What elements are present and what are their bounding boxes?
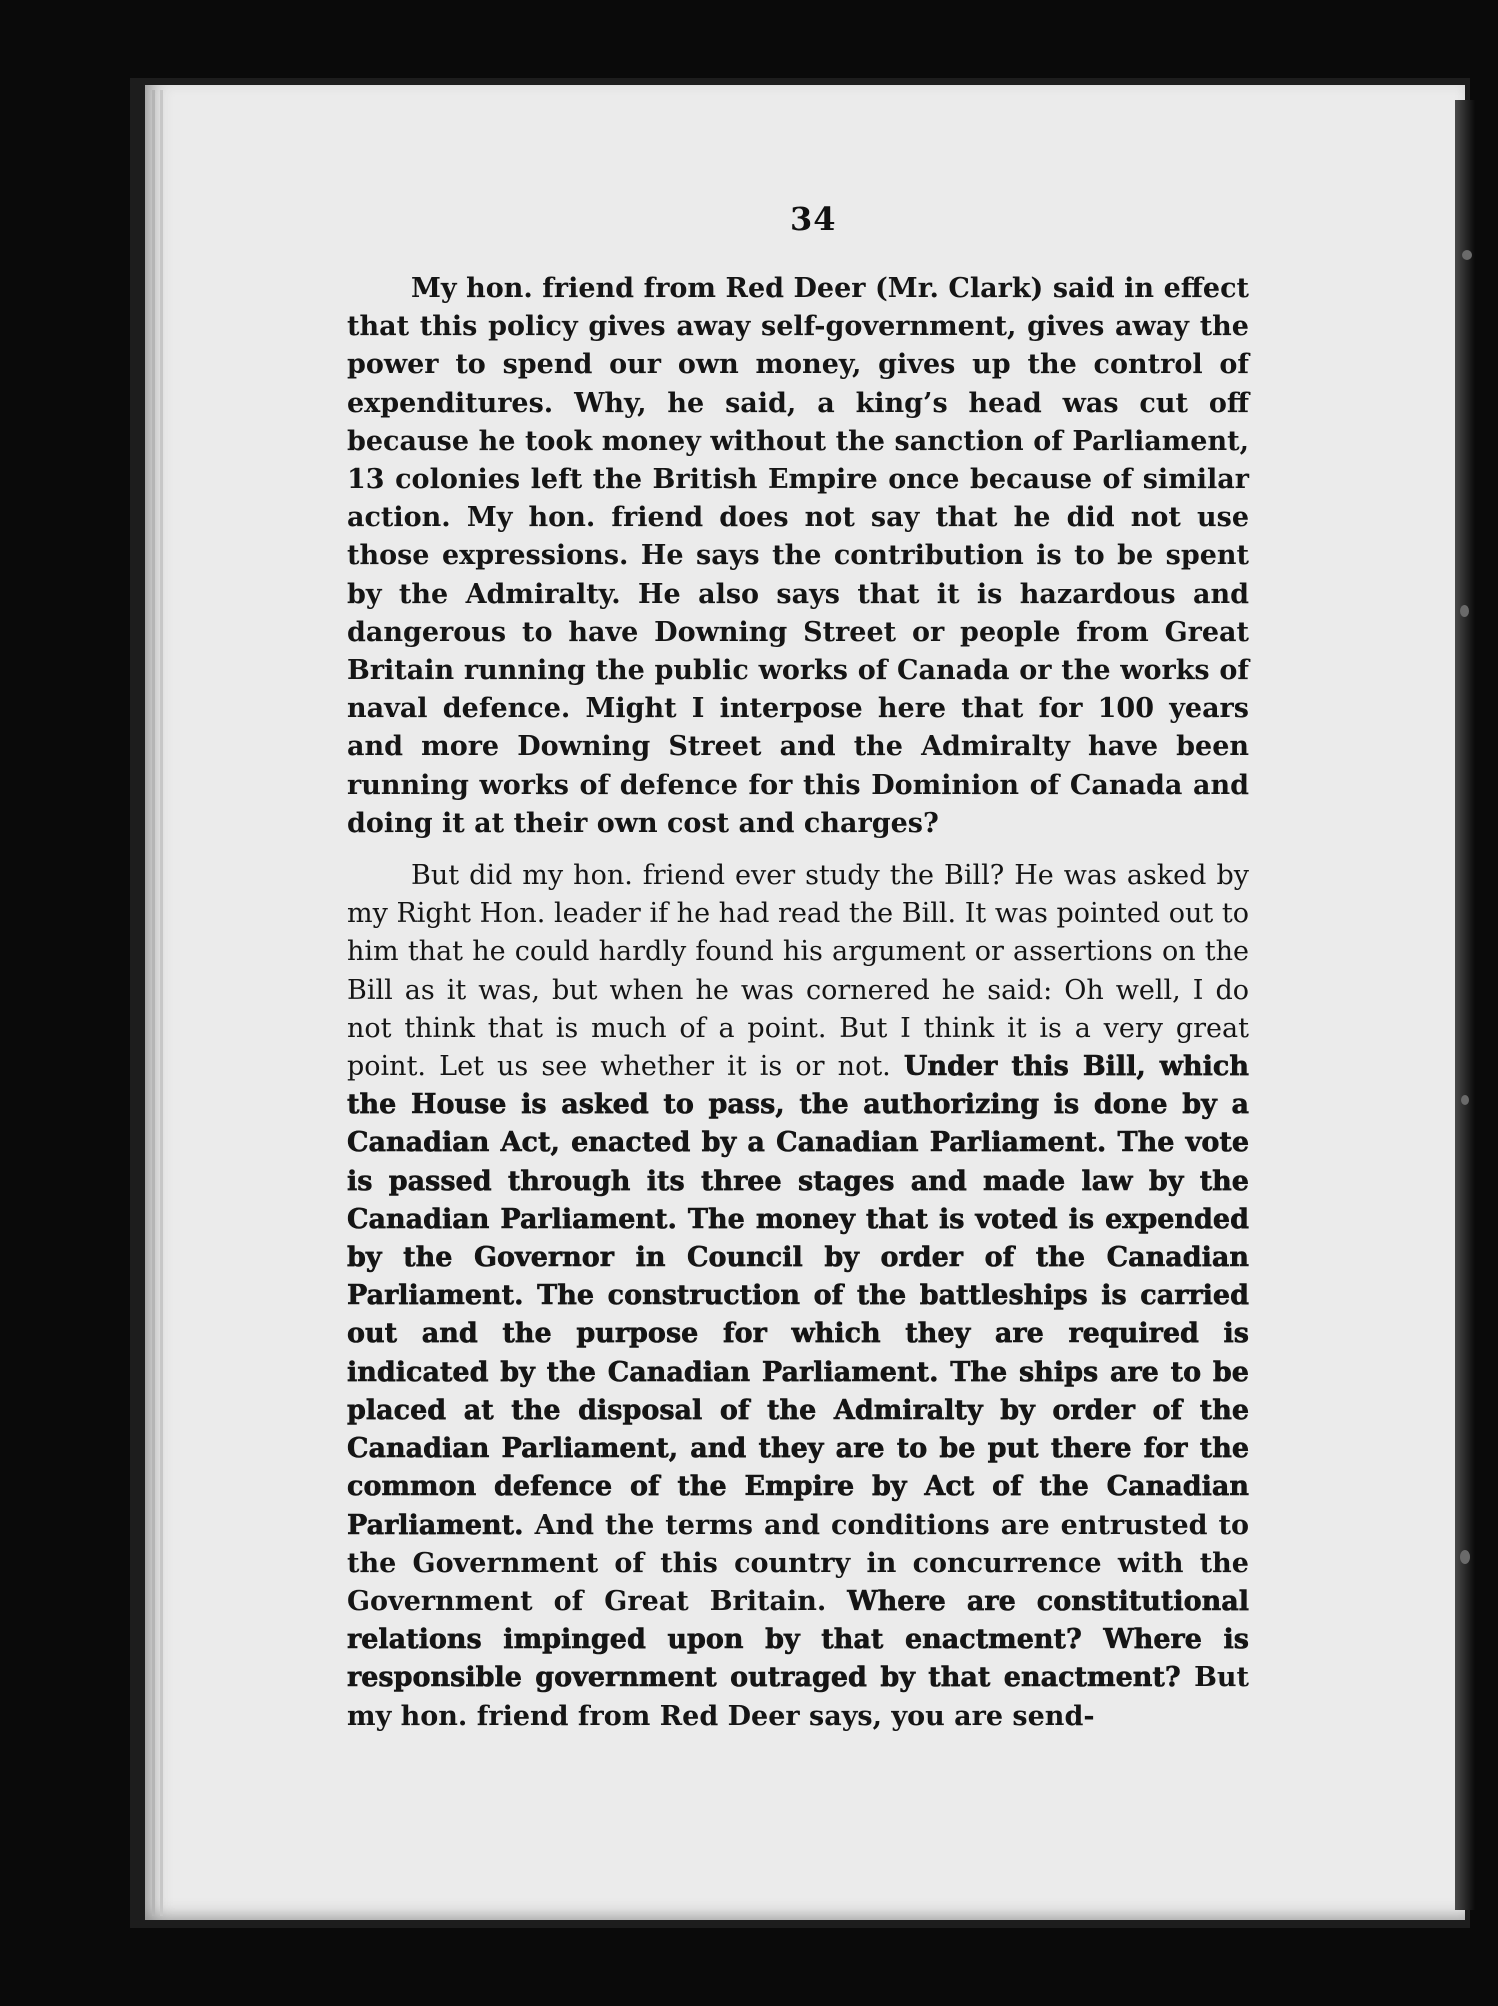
scan-speck: [1461, 1095, 1469, 1105]
paragraph-text-emphasis: Under this Bill, which the House is asked to pass, the authorizing is done by a Canadian Act, enacted by a Canadian Parliament. The vote is passed through its three stages and made law by the Canadian Parliament. The money that is voted is expended by the Governor in Council by order of the Canadian Parliament. The construction of the battleships is carried out and the purpose for which they are required is indicated by the Canadian Parliament. The ships are to be placed at the disposal of the Admiralty by order of the Canadian Parliament, and they are to be put there for the common defence of the Empire by Act of the Canadian Parliament.: [347, 1051, 1249, 1541]
scan-speck: [1460, 605, 1469, 617]
scan-speck: [1462, 250, 1472, 260]
body-text: [347, 270, 1249, 1736]
paragraph-text: And the terms and conditions are entrusted to the Government of this country in concurrence with the Government of Great Britain.: [347, 1509, 1249, 1617]
page-edge-line: [152, 90, 155, 1916]
paragraph-text-emphasis: Where are constitutional relations impinged upon by that enactment? Where is responsible government outraged by that enactment?: [347, 1585, 1249, 1694]
paragraph-text: My hon. friend from Red Deer (Mr. Clark) said in effect that this policy gives away self-government, gives away the power to spend our own money, gives up the control of expenditures. Why, he said, a king’s head was cut off because he took money without the sanction of Parliament, 13 colonies left the British Empire once because of similar action. My hon. friend does not say that he did not use those expressions. He says the contribution is to be spent by the Admiralty. He also says that it is hazardous and dangerous to have Downing Street or people from Great Britain running the public works of Canada or the works of naval defence. Might I interpose here that for 100 years and more Downing Street and the Admiralty have been running works of defence for this Dominion of Canada and doing it at their own cost and charges?: [347, 273, 1249, 839]
paragraph-text: But my hon. friend from Red Deer says, you are send-: [347, 1662, 1249, 1732]
paragraph-text: But did my hon. friend ever study the Bill? He was asked by my Right Hon. leader if he had read the Bill. It was pointed out to him that he could hardly found his argument or assertions on the Bill as it was, but when he was cornered he said: Oh well, I do not think that is much of a point. But I think it is a very great point. Let us see whether it is or not.: [347, 860, 1249, 1083]
page-number: 34: [790, 200, 837, 238]
page-edge-line: [160, 90, 163, 1916]
paragraph-2: [347, 857, 1249, 1736]
scan-speck: [1460, 1550, 1470, 1564]
binding-shadow: [1455, 100, 1475, 1910]
paragraph-1: [347, 270, 1249, 843]
